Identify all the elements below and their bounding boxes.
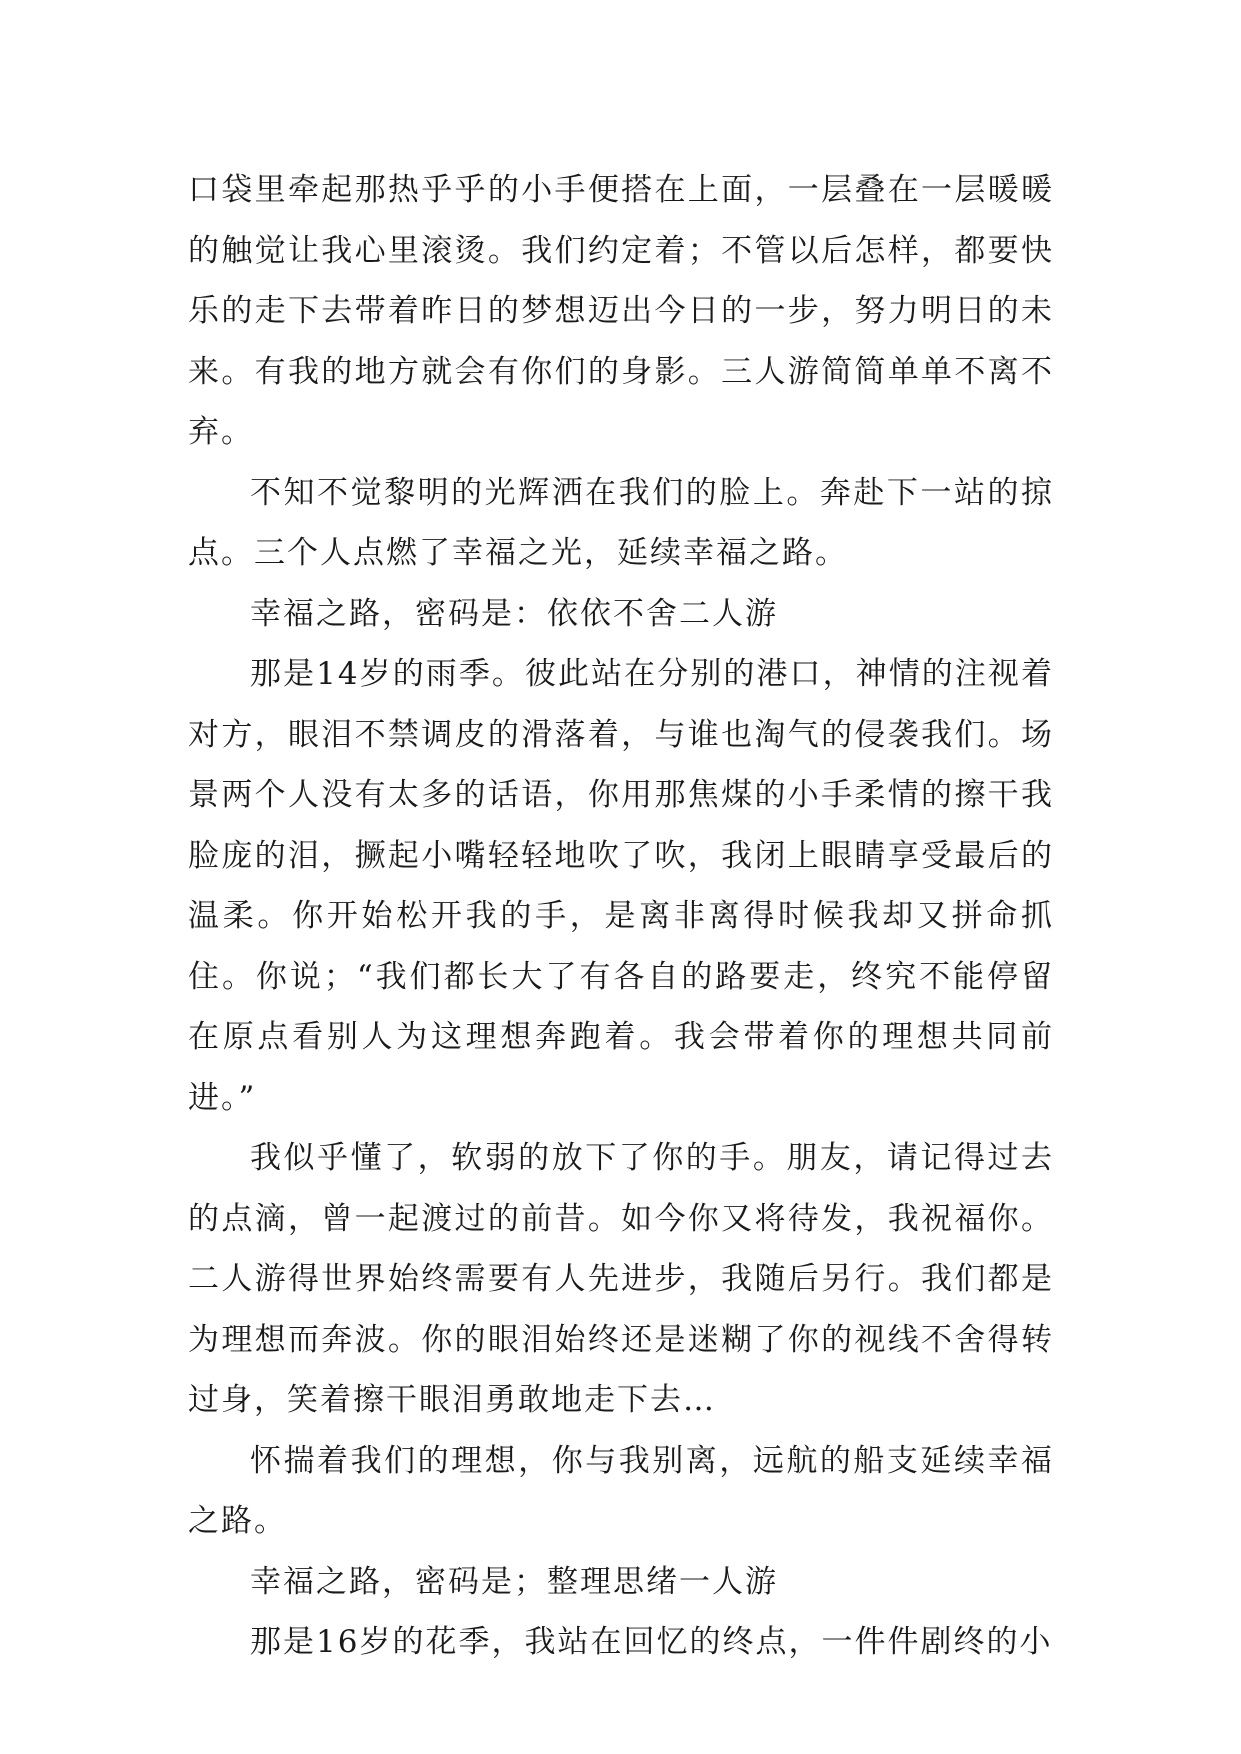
paragraph-continuation: 口袋里牵起那热乎乎的小手便搭在上面，一层叠在一层暖暖的触觉让我心里滚烫。我们约定着；不管以后怎样，都要快乐的走下去带着昨日的梦想迈出今日的一步，努力明日的未来。有我的地方就会有你们的身影。三人游简简单单不离不弃。 [188,172,1054,450]
paragraph-age-16: 那是16岁的花季，我站在回忆的终点，一件件剧终的小 [250,1624,1053,1660]
paragraph-age-14: 那是14岁的雨季。彼此站在分别的港口，神情的注视着对方，眼泪不禁调皮的滑落着，与谁也淘气的侵袭我们。场景两个人没有太多的话语，你用那焦煤的小手柔情的擦干我脸庞的泪，撅起小嘴轻轻地吹了吹，我闭上眼睛享受最后的温柔。你开始松开我的手，是离非离得时候我却又拼命抓住。你说；“我们都长大了有各自的路要走，终究不能停留在原点看别人为这理想奔跑着。我会带着你的理想共同前进。” [188,656,1054,1116]
paragraph-departure: 怀揣着我们的理想，你与我别离，远航的船支延续幸福之路。 [188,1442,1054,1539]
paragraph-dawn: 不知不觉黎明的光辉洒在我们的脸上。奔赴下一站的掠点。三个人点燃了幸福之光，延续幸福之路。 [188,474,1054,571]
section-heading-two-person-trip: 幸福之路，密码是：依依不舍二人游 [250,595,778,632]
section-heading-one-person-trip: 幸福之路，密码是；整理思绪一人游 [250,1563,778,1600]
document-body [188,160,1054,1673]
paragraph-letting-go: 我似乎懂了，软弱的放下了你的手。朋友，请记得过去的点滴，曾一起渡过的前昔。如今你又将待发，我祝福你。二人游得世界始终需要有人先进步，我随后另行。我们都是为理想而奔波。你的眼泪始终还是迷糊了你的视线不舍得转过身，笑着擦干眼泪勇敢地走下去… [188,1140,1054,1418]
